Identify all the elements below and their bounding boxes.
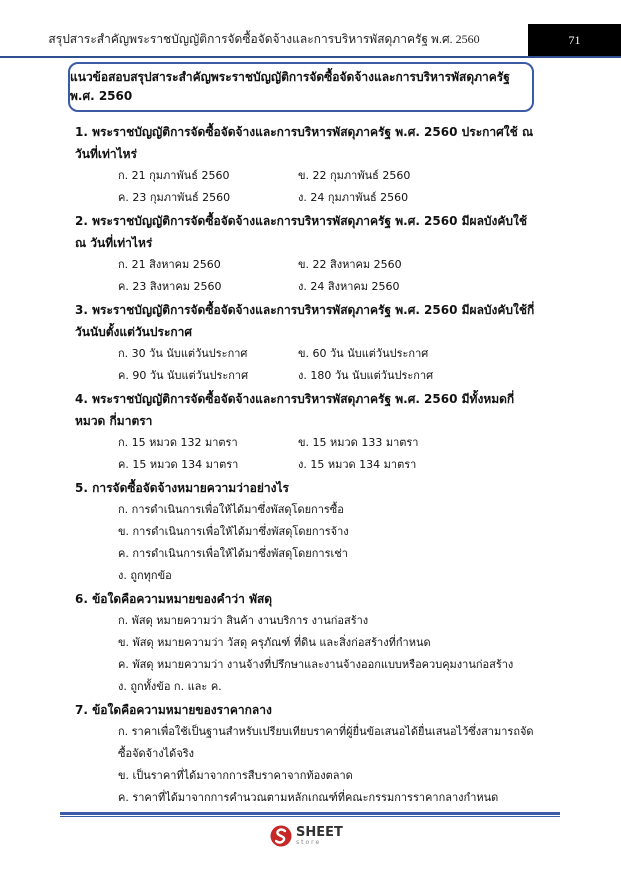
footer-divider (60, 812, 560, 815)
option: ค. 23 สิงหาคม 2560 (118, 280, 222, 293)
option: ค. ราคาที่ได้มาจากการคำนวณตามหลักเกณฑ์ที่คณะกรรมการราคากลางกำหนด (118, 791, 499, 804)
option: ง. 180 วัน นับแต่วันประกาศ (298, 369, 434, 382)
option: ข. 22 กุมภาพันธ์ 2560 (298, 169, 411, 182)
sheet-store-logo (270, 824, 343, 848)
option: ง. 15 หมวด 134 มาตรา (298, 458, 417, 471)
option: ค. 15 หมวด 134 มาตรา (118, 458, 239, 471)
question-6 (75, 588, 535, 698)
question-2 (75, 210, 535, 298)
option: ข. พัสดุ หมายความว่า วัสดุ ครุภัณฑ์ ที่ดิน และสิ่งก่อสร้างที่กำหนด (118, 636, 431, 649)
page-number: 71 (528, 24, 621, 56)
options-grid (75, 254, 535, 298)
question-text: 5. การจัดซื้อจัดจ้างหมายความว่าอย่างไร (75, 481, 289, 495)
logo-wordmark (296, 824, 343, 846)
title-box (68, 62, 534, 112)
question-text: 7. ข้อใดคือความหมายของราคากลาง (75, 703, 272, 717)
option: ข. การดำเนินการเพื่อให้ได้มาซึ่งพัสดุโดยการจ้าง (118, 525, 349, 538)
logo-text: SHEET (296, 824, 343, 840)
option: ข. เป็นราคาที่ได้มาจากการสืบราคาจากท้องตลาด (118, 769, 353, 782)
options-grid (75, 432, 535, 476)
footer-divider-thin (60, 816, 560, 817)
question-text: 4. พระราชบัญญัติการจัดซื้อจัดจ้างและการบริหารพัสดุภาครัฐ พ.ศ. 2560 มีทั้งหมดกี่หมวด กี่มาตรา (75, 392, 515, 428)
question-text: 3. พระราชบัญญัติการจัดซื้อจัดจ้างและการบริหารพัสดุภาครัฐ พ.ศ. 2560 มีผลบังคับใช้กี่วันนับตั้งแต่วันประกาศ (75, 303, 535, 339)
option: ค. การดำเนินการเพื่อให้ได้มาซึ่งพัสดุโดยการเช่า (118, 547, 348, 560)
option: ก. ราคาเพื่อใช้เป็นฐานสำหรับเปรียบเทียบราคาที่ผู้ยื่นข้อเสนอได้ยื่นเสนอไว้ซึ่งสามารถจัดซื้อจัดจ้างได้จริง (118, 725, 534, 760)
option: ข. 22 สิงหาคม 2560 (298, 258, 402, 271)
options-grid (75, 165, 535, 209)
option: ข. 60 วัน นับแต่วันประกาศ (298, 347, 429, 360)
option: ง. ถูกทั้งข้อ ก. และ ค. (118, 680, 222, 693)
option: ง. ถูกทุกข้อ (118, 569, 172, 582)
option: ก. 30 วัน นับแต่วันประกาศ (118, 347, 248, 360)
option: ค. 23 กุมภาพันธ์ 2560 (118, 191, 231, 204)
option: ข. 15 หมวด 133 มาตรา (298, 436, 419, 449)
question-1 (75, 121, 535, 209)
option: ค. พัสดุ หมายความว่า งานจ้างที่ปรึกษาและงานจ้างออกแบบหรือควบคุมงานก่อสร้าง (118, 658, 514, 671)
option: ง. 24 กุมภาพันธ์ 2560 (298, 191, 409, 204)
question-5 (75, 477, 535, 587)
option: ง. 24 สิงหาคม 2560 (298, 280, 400, 293)
option: ก. 21 สิงหาคม 2560 (118, 258, 221, 271)
option: ก. การดำเนินการเพื่อให้ได้มาซึ่งพัสดุโดยการซื้อ (118, 503, 344, 516)
option: ก. 15 หมวด 132 มาตรา (118, 436, 238, 449)
title-box-text: แนวข้อสอบสรุปสาระสำคัญพระราชบัญญัติการจัดซื้อจัดจ้างและการบริหารพัสดุภาครัฐ พ.ศ. 2560 (70, 70, 510, 103)
option: ก. 21 กุมภาพันธ์ 2560 (118, 169, 230, 182)
header-divider (0, 56, 621, 58)
question-text: 6. ข้อใดคือความหมายของคำว่า พัสดุ (75, 592, 273, 606)
header-title: สรุปสาระสำคัญพระราชบัญญัติการจัดซื้อจัดจ้างและการบริหารพัสดุภาครัฐ พ.ศ. 2560 (48, 32, 480, 46)
question-4 (75, 388, 535, 476)
sheet-logo-icon (270, 824, 292, 848)
question-text: 2. พระราชบัญญัติการจัดซื้อจัดจ้างและการบริหารพัสดุภาครัฐ พ.ศ. 2560 มีผลบังคับใช้ ณ วันที่เท่าไหร่ (75, 214, 528, 250)
question-7 (75, 699, 535, 809)
options-grid (75, 343, 535, 387)
option: ค. 90 วัน นับแต่วันประกาศ (118, 369, 249, 382)
question-3 (75, 299, 535, 387)
logo-subtext: store (296, 838, 322, 846)
question-text: 1. พระราชบัญญัติการจัดซื้อจัดจ้างและการบริหารพัสดุภาครัฐ พ.ศ. 2560 ประกาศใช้ ณ วันที่เท่าไหร่ (75, 125, 534, 161)
question-list (75, 120, 535, 809)
option: ก. พัสดุ หมายความว่า สินค้า งานบริการ งานก่อสร้าง (118, 614, 369, 627)
